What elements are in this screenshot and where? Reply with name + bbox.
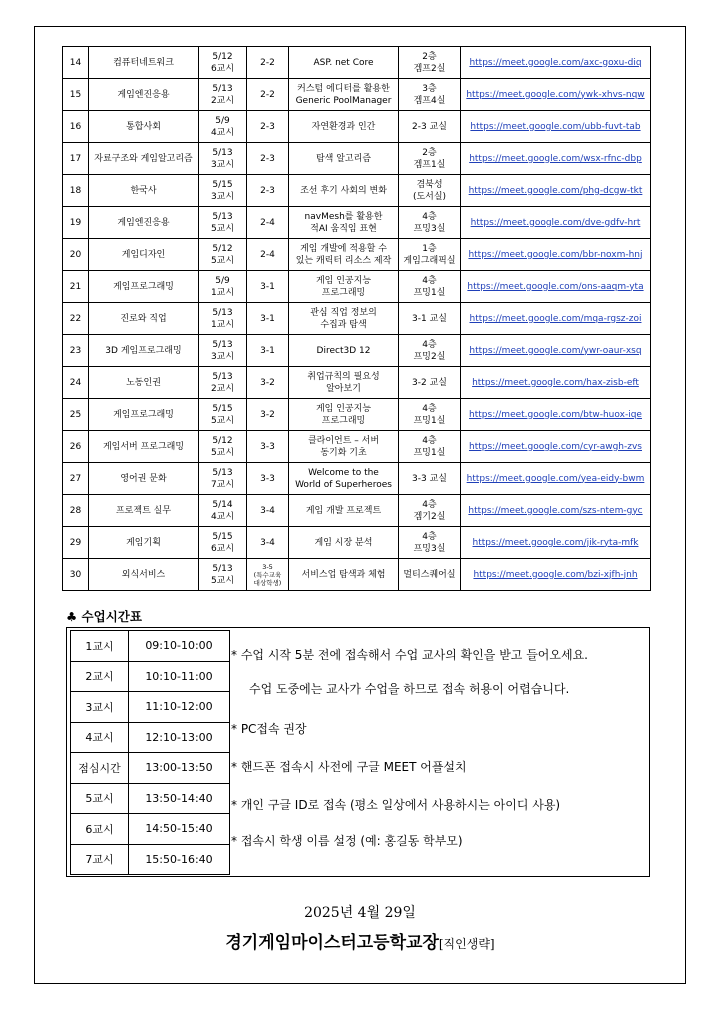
meet-link[interactable]: https://meet.google.com/ywk-xhvs-nqw — [461, 79, 651, 111]
cell-room: 3층 겜프4실 — [399, 79, 461, 111]
cell-subject: 게임서버 프로그래밍 — [89, 431, 199, 463]
schedule-title: ♣ 수업시간표 — [66, 609, 142, 624]
meet-link[interactable]: https://meet.google.com/cyr-awgh-zvs — [461, 431, 651, 463]
cell-class: 3-1 — [247, 335, 289, 367]
cell-subject: 진로와 직업 — [89, 303, 199, 335]
cell-no: 23 — [63, 335, 89, 367]
cell-time: 5/15 3교시 — [199, 175, 247, 207]
cell-time: 5/13 5교시 — [199, 207, 247, 239]
cell-class: 3-3 — [247, 431, 289, 463]
note-item: 수업 도중에는 교사가 수업을 하므로 접속 허용이 어렵습니다. — [249, 682, 570, 696]
note-item: * 핸드폰 접속시 사전에 구글 MEET 어플설치 — [231, 760, 467, 774]
table-row — [63, 175, 651, 207]
cell-subject: 영어권 문화 — [89, 463, 199, 495]
cell-room: 4층 프밍1실 — [399, 399, 461, 431]
cell-time: 5/13 3교시 — [199, 143, 247, 175]
cell-class: 3-5 (특수교육 대상학생) — [247, 559, 289, 591]
cell-topic: 게임 시장 분석 — [289, 527, 399, 559]
period-name: 1교시 — [71, 631, 129, 662]
cell-topic: 게임 개발 프로젝트 — [289, 495, 399, 527]
cell-time: 5/13 2교시 — [199, 79, 247, 111]
cell-no: 28 — [63, 495, 89, 527]
period-time: 11:10-12:00 — [129, 692, 230, 723]
cell-class: 3-2 — [247, 399, 289, 431]
cell-room: 1층 게임그래픽실 — [399, 239, 461, 271]
period-row — [71, 783, 230, 814]
cell-no: 27 — [63, 463, 89, 495]
cell-class: 3-1 — [247, 303, 289, 335]
meet-link[interactable]: https://meet.google.com/axc-goxu-diq — [461, 47, 651, 79]
table-row — [63, 495, 651, 527]
cell-no: 15 — [63, 79, 89, 111]
meet-link[interactable]: https://meet.google.com/ywr-oaur-xsq — [461, 335, 651, 367]
cell-room: 4층 프밍2실 — [399, 335, 461, 367]
cell-time: 5/9 4교시 — [199, 111, 247, 143]
cell-class: 2-3 — [247, 111, 289, 143]
cell-subject: 외식서비스 — [89, 559, 199, 591]
cell-room: 3-3 교실 — [399, 463, 461, 495]
cell-room: 멀티스퀘어실 — [399, 559, 461, 591]
cell-class: 3-4 — [247, 527, 289, 559]
period-name: 3교시 — [71, 692, 129, 723]
period-row — [71, 631, 230, 662]
cell-subject: 노동인권 — [89, 367, 199, 399]
cell-room: 4층 프밍1실 — [399, 431, 461, 463]
cell-room: 겸북성 (도서실) — [399, 175, 461, 207]
cell-room: 2층 겜프2실 — [399, 47, 461, 79]
cell-no: 21 — [63, 271, 89, 303]
issue-date: 2025년 4월 29일 — [304, 905, 416, 921]
cell-subject: 3D 게임프로그래밍 — [89, 335, 199, 367]
cell-room: 4층 프밍3실 — [399, 527, 461, 559]
cell-class: 3-4 — [247, 495, 289, 527]
period-row — [71, 661, 230, 692]
cell-topic: navMesh를 활용한 적AI 움직임 표현 — [289, 207, 399, 239]
cell-time: 5/13 2교시 — [199, 367, 247, 399]
cell-subject: 게임엔진응용 — [89, 207, 199, 239]
note-item: * 접속시 학생 이름 설정 (예: 홍길동 학부모) — [231, 834, 463, 848]
cell-subject: 게임프로그래밍 — [89, 271, 199, 303]
table-row — [63, 303, 651, 335]
cell-topic: 커스텀 에디터를 활용한 Generic PoolManager — [289, 79, 399, 111]
table-row — [63, 527, 651, 559]
period-time: 13:50-14:40 — [129, 783, 230, 814]
cell-class: 2-2 — [247, 79, 289, 111]
cell-subject: 게임엔진응용 — [89, 79, 199, 111]
period-name: 4교시 — [71, 722, 129, 753]
cell-topic: ASP. net Core — [289, 47, 399, 79]
cell-time: 5/15 5교시 — [199, 399, 247, 431]
table-row — [63, 79, 651, 111]
signature-line — [0, 928, 720, 953]
cell-topic: 취업규칙의 필요성 알아보기 — [289, 367, 399, 399]
meet-link[interactable]: https://meet.google.com/hax-zisb-eft — [461, 367, 651, 399]
table-row — [63, 431, 651, 463]
meet-link[interactable]: https://meet.google.com/szs-ntem-gyc — [461, 495, 651, 527]
cell-class: 3-2 — [247, 367, 289, 399]
table-row — [63, 399, 651, 431]
meet-link[interactable]: https://meet.google.com/bzi-xjfh-jnh — [461, 559, 651, 591]
cell-subject: 게임디자인 — [89, 239, 199, 271]
cell-no: 24 — [63, 367, 89, 399]
table-row — [63, 111, 651, 143]
table-row — [63, 271, 651, 303]
period-time: 12:10-13:00 — [129, 722, 230, 753]
meet-link[interactable]: https://meet.google.com/ubb-fuvt-tab — [461, 111, 651, 143]
cell-room: 2-3 교실 — [399, 111, 461, 143]
cell-class: 2-3 — [247, 175, 289, 207]
table-row — [63, 47, 651, 79]
meet-link[interactable]: https://meet.google.com/btw-huox-iqe — [461, 399, 651, 431]
period-table — [70, 630, 230, 875]
cell-subject: 프로젝트 실무 — [89, 495, 199, 527]
cell-time: 5/12 6교시 — [199, 47, 247, 79]
cell-topic: 조선 후기 사회의 변화 — [289, 175, 399, 207]
cell-topic: 자연환경과 인간 — [289, 111, 399, 143]
cell-no: 14 — [63, 47, 89, 79]
cell-topic: 탐색 알고리즘 — [289, 143, 399, 175]
cell-topic: 게임 개발에 적용할 수 있는 캐릭터 리소스 제작 — [289, 239, 399, 271]
cell-subject: 게임기획 — [89, 527, 199, 559]
meet-link[interactable]: https://meet.google.com/wsx-rfnc-dbp — [461, 143, 651, 175]
signer-name: 경기게임마이스터고등학교장 — [225, 933, 439, 953]
cell-no: 19 — [63, 207, 89, 239]
cell-no: 26 — [63, 431, 89, 463]
cell-time: 5/13 3교시 — [199, 335, 247, 367]
cell-time: 5/15 6교시 — [199, 527, 247, 559]
period-row — [71, 722, 230, 753]
cell-topic: Welcome to the World of Superheroes — [289, 463, 399, 495]
cell-no: 25 — [63, 399, 89, 431]
cell-room: 4층 겜기2실 — [399, 495, 461, 527]
period-time: 13:00-13:50 — [129, 753, 230, 784]
meet-link[interactable]: https://meet.google.com/bbr-noxm-hnj — [461, 239, 651, 271]
cell-time: 5/13 5교시 — [199, 559, 247, 591]
cell-room: 3-2 교실 — [399, 367, 461, 399]
table-row — [63, 463, 651, 495]
note-item: * 수업 시작 5분 전에 접속해서 수업 교사의 확인을 받고 들어오세요. — [231, 648, 588, 662]
cell-subject: 자료구조와 게임알고리즘 — [89, 143, 199, 175]
period-time: 15:50-16:40 — [129, 844, 230, 875]
period-name: 7교시 — [71, 844, 129, 875]
cell-class: 3-1 — [247, 271, 289, 303]
table-row — [63, 559, 651, 591]
cell-subject: 통합사회 — [89, 111, 199, 143]
cell-room: 4층 프밍3실 — [399, 207, 461, 239]
cell-subject: 한국사 — [89, 175, 199, 207]
cell-no: 18 — [63, 175, 89, 207]
table-row — [63, 239, 651, 271]
cell-no: 30 — [63, 559, 89, 591]
period-row — [71, 692, 230, 723]
cell-no: 17 — [63, 143, 89, 175]
cell-class: 2-4 — [247, 207, 289, 239]
period-time: 10:10-11:00 — [129, 661, 230, 692]
class-table — [62, 46, 651, 591]
cell-no: 29 — [63, 527, 89, 559]
cell-room: 4층 프밍1실 — [399, 271, 461, 303]
meet-link[interactable]: https://meet.google.com/yea-eidy-bwm — [461, 463, 651, 495]
cell-time: 5/12 5교시 — [199, 239, 247, 271]
cell-topic: 게임 인공지능 프로그래밍 — [289, 271, 399, 303]
cell-topic: 게임 인공지능 프로그래밍 — [289, 399, 399, 431]
cell-time: 5/13 7교시 — [199, 463, 247, 495]
meet-link[interactable]: https://meet.google.com/jik-ryta-mfk — [461, 527, 651, 559]
cell-no: 22 — [63, 303, 89, 335]
cell-topic: 클라이언트 – 서버 동기화 기초 — [289, 431, 399, 463]
table-row — [63, 207, 651, 239]
cell-room: 3-1 교실 — [399, 303, 461, 335]
note-item: * PC접속 권장 — [231, 722, 307, 736]
cell-subject: 게임프로그래밍 — [89, 399, 199, 431]
cell-no: 16 — [63, 111, 89, 143]
cell-class: 2-3 — [247, 143, 289, 175]
cell-time: 5/12 5교시 — [199, 431, 247, 463]
table-row — [63, 367, 651, 399]
table-row — [63, 143, 651, 175]
table-row — [63, 335, 651, 367]
cell-topic: 서비스업 탐색과 체험 — [289, 559, 399, 591]
cell-time: 5/13 1교시 — [199, 303, 247, 335]
period-row — [71, 753, 230, 784]
cell-time: 5/9 1교시 — [199, 271, 247, 303]
meet-link[interactable]: https://meet.google.com/phg-dcgw-tkt — [461, 175, 651, 207]
cell-topic: 관심 직업 정보의 수집과 탐색 — [289, 303, 399, 335]
seal-note: [직인생략] — [438, 937, 495, 951]
cell-room: 2층 겜프1실 — [399, 143, 461, 175]
period-name: 5교시 — [71, 783, 129, 814]
cell-time: 5/14 4교시 — [199, 495, 247, 527]
period-name: 점심시간 — [71, 753, 129, 784]
cell-class: 3-3 — [247, 463, 289, 495]
cell-no: 20 — [63, 239, 89, 271]
period-time: 09:10-10:00 — [129, 631, 230, 662]
cell-class: 2-4 — [247, 239, 289, 271]
meet-link[interactable]: https://meet.google.com/mqa-rgsz-zoi — [461, 303, 651, 335]
period-name: 2교시 — [71, 661, 129, 692]
period-row — [71, 844, 230, 875]
cell-topic: Direct3D 12 — [289, 335, 399, 367]
meet-link[interactable]: https://meet.google.com/ons-aaqm-yta — [461, 271, 651, 303]
meet-link[interactable]: https://meet.google.com/dve-gdfv-hrt — [461, 207, 651, 239]
note-item: * 개인 구글 ID로 접속 (평소 일상에서 사용하시는 아이디 사용) — [231, 798, 561, 812]
period-row — [71, 814, 230, 845]
period-time: 14:50-15:40 — [129, 814, 230, 845]
cell-class: 2-2 — [247, 47, 289, 79]
cell-subject: 컴퓨터네트워크 — [89, 47, 199, 79]
period-name: 6교시 — [71, 814, 129, 845]
